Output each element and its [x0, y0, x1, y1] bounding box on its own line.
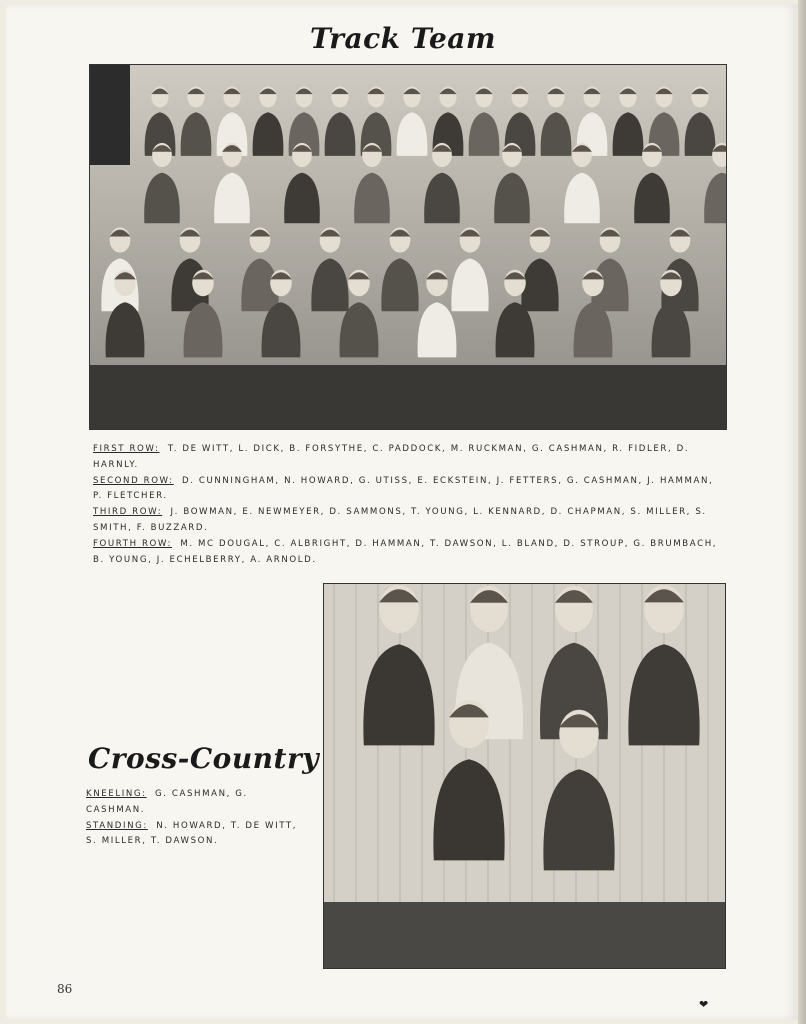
- roster-row-second: [93, 474, 718, 506]
- row-label: FOURTH ROW:: [93, 538, 173, 549]
- row-names: D. CUNNINGHAM, N. HOWARD, G. UTISS, E. ECKSTEIN, J. FETTERS, G. CASHMAN, J. HAMMAN, P. FLETCHER.: [93, 475, 714, 502]
- row-label: THIRD ROW:: [93, 507, 163, 518]
- standing-label: STANDING:: [86, 820, 148, 831]
- track-team-photo: [89, 64, 727, 430]
- heart-icon: ❤: [699, 998, 709, 1011]
- row-names: M. MC DOUGAL, C. ALBRIGHT, D. HAMMAN, T. DAWSON, L. BLAND, D. STROUP, G. BRUMBACH, B. YOUNG, J. ECHELBERRY, A. ARNOLD.: [93, 538, 718, 565]
- cross-country-title: Cross-Country: [88, 742, 319, 775]
- track-roster-caption: [93, 442, 718, 568]
- row-names: J. BOWMAN, E. NEWMEYER, D. SAMMONS, T. YOUNG, L. KENNARD, D. CHAPMAN, S. MILLER, S. SMITH, F. BUZZARD.: [93, 507, 707, 533]
- kneeling-names: G. CASHMAN, G. CASHMAN.: [86, 789, 248, 815]
- cross-country-caption: [86, 787, 311, 850]
- page-title: Track Team: [309, 22, 497, 55]
- book-binding-edge: [798, 0, 806, 1024]
- row-label: FIRST ROW:: [93, 444, 160, 454]
- page-number: 86: [57, 982, 73, 996]
- kneeling-label: KNEELING:: [86, 789, 147, 799]
- standing-names: N. HOWARD, T. DE WITT, S. MILLER, T. DAWSON.: [86, 820, 298, 847]
- row-names: T. DE WITT, L. DICK, B. FORSYTHE, C. PADDOCK, M. RUCKMAN, G. CASHMAN, R. FIDLER, D. HARNLY.: [93, 444, 690, 470]
- roster-row-first: [93, 442, 718, 474]
- roster-row-fourth: [93, 537, 718, 569]
- row-label: SECOND ROW:: [93, 475, 174, 486]
- cross-country-photo: [323, 583, 726, 969]
- roster-row-third: [93, 505, 718, 537]
